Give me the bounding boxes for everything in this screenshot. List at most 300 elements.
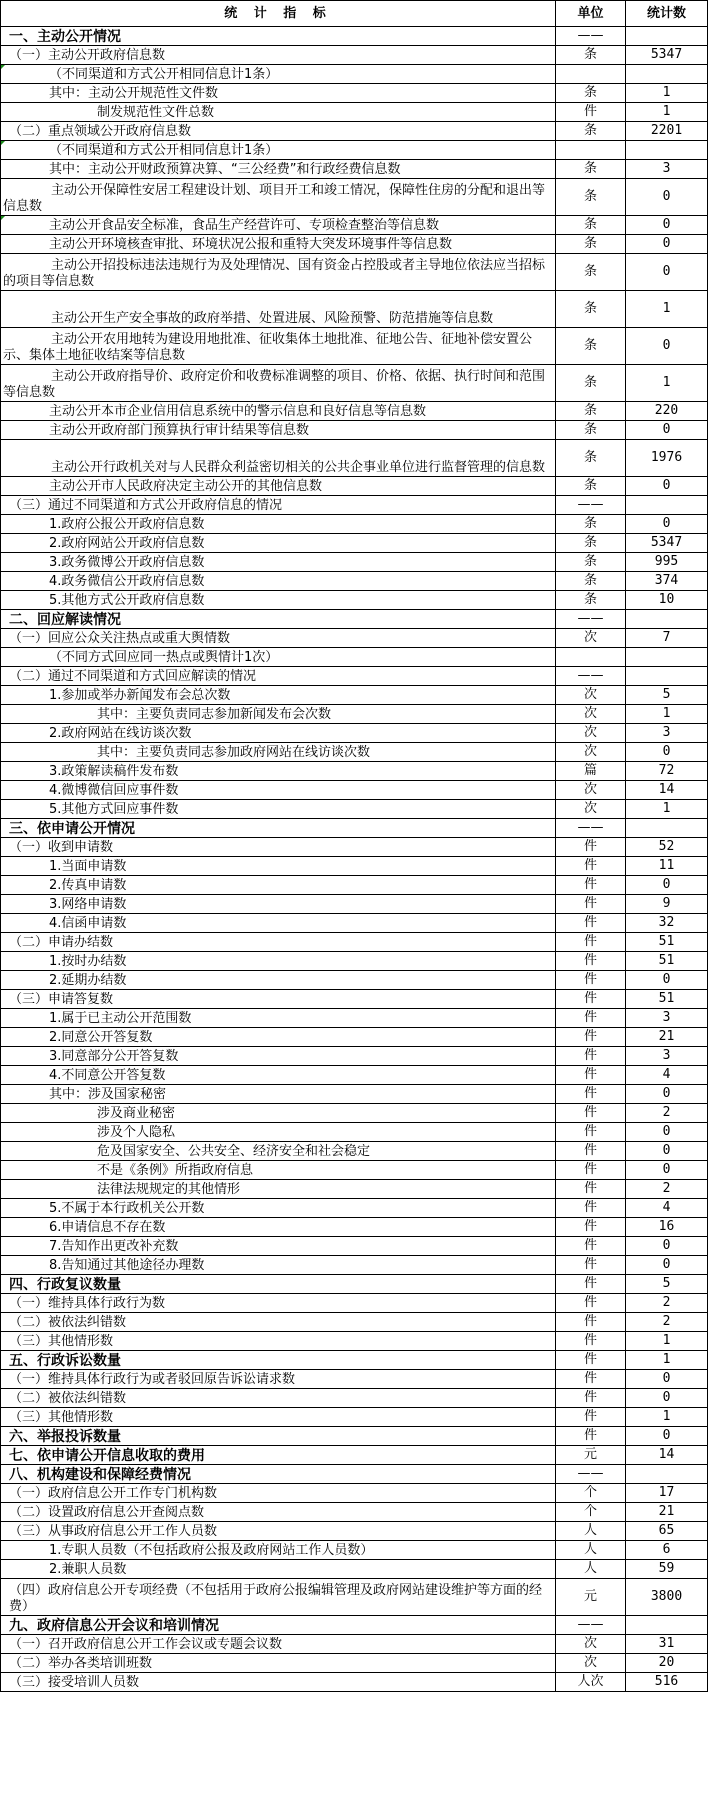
count-cell: 14 xyxy=(626,781,708,800)
count-cell: 0 xyxy=(626,743,708,762)
table-row xyxy=(1,876,708,895)
count-cell: 516 xyxy=(626,1673,708,1692)
count-cell: 1 xyxy=(626,1408,708,1427)
table-row xyxy=(1,1123,708,1142)
indicator-label: 主动公开政府部门预算执行审计结果等信息数 xyxy=(1,421,556,440)
section-row xyxy=(1,1446,708,1465)
unit-cell: 条 xyxy=(556,365,626,402)
indicator-label: 2.同意公开答复数 xyxy=(1,1028,556,1047)
count-cell: 2 xyxy=(626,1313,708,1332)
unit-cell: 件 xyxy=(556,1275,626,1294)
table-row xyxy=(1,629,708,648)
indicator-label: 1.当面申请数 xyxy=(1,857,556,876)
unit-cell: 件 xyxy=(556,1313,626,1332)
indicator-label: 5.其他方式回应事件数 xyxy=(1,800,556,819)
unit-cell: 件 xyxy=(556,1294,626,1313)
unit-cell: 件 xyxy=(556,1237,626,1256)
indicator-label: （二）设置政府信息公开查阅点数 xyxy=(1,1503,556,1522)
count-cell: 5 xyxy=(626,1275,708,1294)
table-row xyxy=(1,122,708,141)
unit-cell: 条 xyxy=(556,179,626,216)
unit-cell: 条 xyxy=(556,235,626,254)
table-row xyxy=(1,328,708,365)
indicator-label: 3.同意部分公开答复数 xyxy=(1,1047,556,1066)
indicator-label: （二）重点领域公开政府信息数 xyxy=(1,122,556,141)
indicator-label: 八、机构建设和保障经费情况 xyxy=(1,1465,556,1484)
table-row xyxy=(1,235,708,254)
indicator-label: 4.政务微信公开政府信息数 xyxy=(1,572,556,591)
indicator-label: 其中：主要负责同志参加政府网站在线访谈次数 xyxy=(1,743,556,762)
count-cell xyxy=(626,65,708,84)
indicator-label: 2.政府网站公开政府信息数 xyxy=(1,534,556,553)
unit-cell: 条 xyxy=(556,591,626,610)
count-cell: 0 xyxy=(626,1427,708,1446)
table-row xyxy=(1,534,708,553)
indicator-label: （二）申请办结数 xyxy=(1,933,556,952)
unit-cell: 条 xyxy=(556,84,626,103)
table-row xyxy=(1,402,708,421)
count-cell: 4 xyxy=(626,1066,708,1085)
unit-cell: 件 xyxy=(556,857,626,876)
table-row xyxy=(1,705,708,724)
unit-cell: 元 xyxy=(556,1446,626,1465)
count-cell: 14 xyxy=(626,1446,708,1465)
table-row xyxy=(1,1370,708,1389)
indicator-label: 2.政府网站在线访谈次数 xyxy=(1,724,556,743)
indicator-label: 涉及商业秘密 xyxy=(1,1104,556,1123)
table-row xyxy=(1,648,708,667)
table-row xyxy=(1,1142,708,1161)
indicator-label: （不同渠道和方式公开相同信息计1条） xyxy=(1,65,556,84)
count-cell: 0 xyxy=(626,1389,708,1408)
section-row xyxy=(1,1275,708,1294)
count-cell: 374 xyxy=(626,572,708,591)
indicator-label: （二）被依法纠错数 xyxy=(1,1389,556,1408)
table-row xyxy=(1,838,708,857)
indicator-label: 主动公开食品安全标准，食品生产经营许可、专项检查整治等信息数 xyxy=(1,216,556,235)
indicator-label: 主动公开生产安全事故的政府举措、处置进展、风险预警、防范措施等信息数 xyxy=(1,291,556,328)
count-cell: 5 xyxy=(626,686,708,705)
unit-cell: 件 xyxy=(556,1256,626,1275)
count-cell: 0 xyxy=(626,1256,708,1275)
indicator-label: （三）通过不同渠道和方式公开政府信息的情况 xyxy=(1,496,556,515)
table-row xyxy=(1,971,708,990)
table-row xyxy=(1,1047,708,1066)
unit-cell: 条 xyxy=(556,477,626,496)
indicator-label: 其中：主动公开规范性文件数 xyxy=(1,84,556,103)
count-cell: 5347 xyxy=(626,534,708,553)
unit-cell: 件 xyxy=(556,1199,626,1218)
unit-cell: 人 xyxy=(556,1541,626,1560)
indicator-label: 一、主动公开情况 xyxy=(1,27,556,46)
table-row xyxy=(1,1560,708,1579)
unit-cell: 次 xyxy=(556,705,626,724)
section-row xyxy=(1,1351,708,1370)
table-row xyxy=(1,1635,708,1654)
indicator-label: 2.兼职人员数 xyxy=(1,1560,556,1579)
table-row xyxy=(1,160,708,179)
table-row xyxy=(1,933,708,952)
indicator-label: （三）其他情形数 xyxy=(1,1332,556,1351)
count-cell: 0 xyxy=(626,1085,708,1104)
table-row xyxy=(1,1313,708,1332)
indicator-label: 九、政府信息公开会议和培训情况 xyxy=(1,1616,556,1635)
unit-cell: —— xyxy=(556,27,626,46)
indicator-label: 1.按时办结数 xyxy=(1,952,556,971)
indicator-label: 3.政务微博公开政府信息数 xyxy=(1,553,556,572)
indicator-label: 4.微博微信回应事件数 xyxy=(1,781,556,800)
unit-cell: 条 xyxy=(556,553,626,572)
table-row xyxy=(1,477,708,496)
indicator-label: （三）接受培训人员数 xyxy=(1,1673,556,1692)
table-row xyxy=(1,724,708,743)
unit-cell: 次 xyxy=(556,781,626,800)
table-row xyxy=(1,781,708,800)
unit-cell xyxy=(556,648,626,667)
unit-cell: 人 xyxy=(556,1560,626,1579)
indicator-label: 2.延期办结数 xyxy=(1,971,556,990)
count-cell xyxy=(626,1616,708,1635)
unit-cell: 件 xyxy=(556,876,626,895)
unit-cell: 条 xyxy=(556,534,626,553)
table-row xyxy=(1,1009,708,1028)
unit-cell: 件 xyxy=(556,1389,626,1408)
count-cell: 0 xyxy=(626,1123,708,1142)
unit-cell: 件 xyxy=(556,1408,626,1427)
indicator-label: （二）举办各类培训班数 xyxy=(1,1654,556,1673)
indicator-label: 三、依申请公开情况 xyxy=(1,819,556,838)
unit-cell: 条 xyxy=(556,254,626,291)
unit-cell: 件 xyxy=(556,1085,626,1104)
count-cell: 3800 xyxy=(626,1579,708,1616)
indicator-label: 主动公开行政机关对与人民群众利益密切相关的公共企事业单位进行监督管理的信息数 xyxy=(1,440,556,477)
table-row xyxy=(1,686,708,705)
indicator-label: （二）通过不同渠道和方式回应解读的情况 xyxy=(1,667,556,686)
count-cell: 0 xyxy=(626,1370,708,1389)
count-cell: 1 xyxy=(626,800,708,819)
unit-cell: 条 xyxy=(556,402,626,421)
indicator-label: 主动公开农用地转为建设用地批准、征收集体土地批准、征地公告、征地补偿安置公示、集体土地征收结案等信息数 xyxy=(1,328,556,365)
table-row xyxy=(1,1104,708,1123)
count-cell: 0 xyxy=(626,1161,708,1180)
indicator-label: 五、行政诉讼数量 xyxy=(1,1351,556,1370)
section-row xyxy=(1,1427,708,1446)
table-row xyxy=(1,1028,708,1047)
unit-cell: 条 xyxy=(556,440,626,477)
table-row xyxy=(1,84,708,103)
count-cell: 65 xyxy=(626,1522,708,1541)
count-cell: 1 xyxy=(626,705,708,724)
unit-cell: 件 xyxy=(556,1028,626,1047)
count-cell: 0 xyxy=(626,477,708,496)
count-cell: 0 xyxy=(626,235,708,254)
indicator-label: 其中：涉及国家秘密 xyxy=(1,1085,556,1104)
table-row xyxy=(1,1503,708,1522)
table-row xyxy=(1,515,708,534)
count-cell: 20 xyxy=(626,1654,708,1673)
table-row xyxy=(1,1294,708,1313)
count-cell: 51 xyxy=(626,933,708,952)
count-cell xyxy=(626,141,708,160)
count-cell: 0 xyxy=(626,328,708,365)
unit-cell: 条 xyxy=(556,160,626,179)
count-cell: 32 xyxy=(626,914,708,933)
table-row xyxy=(1,743,708,762)
count-cell: 2201 xyxy=(626,122,708,141)
count-cell xyxy=(626,610,708,629)
unit-cell: —— xyxy=(556,819,626,838)
indicator-label: （一）召开政府信息公开工作会议或专题会议数 xyxy=(1,1635,556,1654)
unit-cell: 件 xyxy=(556,1180,626,1199)
unit-cell: 件 xyxy=(556,914,626,933)
indicator-label: （三）申请答复数 xyxy=(1,990,556,1009)
indicator-label: 二、回应解读情况 xyxy=(1,610,556,629)
count-cell: 2 xyxy=(626,1180,708,1199)
table-row xyxy=(1,1484,708,1503)
section-row xyxy=(1,819,708,838)
count-cell: 0 xyxy=(626,1237,708,1256)
indicator-label: 主动公开市人民政府决定主动公开的其他信息数 xyxy=(1,477,556,496)
header-row xyxy=(1,1,708,27)
unit-cell: 次 xyxy=(556,743,626,762)
indicator-label: 1.政府公报公开政府信息数 xyxy=(1,515,556,534)
count-cell xyxy=(626,27,708,46)
count-cell: 16 xyxy=(626,1218,708,1237)
indicator-label: 5.不属于本行政机关公开数 xyxy=(1,1199,556,1218)
unit-cell: 件 xyxy=(556,1351,626,1370)
indicator-label: 3.政策解读稿件发布数 xyxy=(1,762,556,781)
count-cell: 1 xyxy=(626,1332,708,1351)
count-cell: 3 xyxy=(626,1047,708,1066)
table-row xyxy=(1,1085,708,1104)
indicator-label: 七、依申请公开信息收取的费用 xyxy=(1,1446,556,1465)
count-cell xyxy=(626,1465,708,1484)
count-cell: 52 xyxy=(626,838,708,857)
unit-cell xyxy=(556,65,626,84)
indicator-label: 不是《条例》所指政府信息 xyxy=(1,1161,556,1180)
count-cell: 1 xyxy=(626,365,708,402)
unit-cell: 件 xyxy=(556,1123,626,1142)
unit-cell: 条 xyxy=(556,291,626,328)
table-row xyxy=(1,1541,708,1560)
table-row xyxy=(1,216,708,235)
table-row xyxy=(1,1256,708,1275)
unit-cell: 篇 xyxy=(556,762,626,781)
indicator-label: 1.参加或举办新闻发布会总次数 xyxy=(1,686,556,705)
table-row xyxy=(1,762,708,781)
indicator-label: （三）其他情形数 xyxy=(1,1408,556,1427)
count-cell: 0 xyxy=(626,254,708,291)
count-cell: 1 xyxy=(626,1351,708,1370)
unit-cell: —— xyxy=(556,667,626,686)
indicator-label: （一）政府信息公开工作专门机构数 xyxy=(1,1484,556,1503)
table-row xyxy=(1,1066,708,1085)
table-row xyxy=(1,291,708,328)
indicator-label: 1.属于已主动公开范围数 xyxy=(1,1009,556,1028)
table-row xyxy=(1,1522,708,1541)
indicator-label: 制发规范性文件总数 xyxy=(1,103,556,122)
count-cell: 0 xyxy=(626,216,708,235)
count-cell: 0 xyxy=(626,1142,708,1161)
unit-cell: 条 xyxy=(556,216,626,235)
indicator-label: 4.不同意公开答复数 xyxy=(1,1066,556,1085)
table-row xyxy=(1,141,708,160)
unit-cell: 件 xyxy=(556,895,626,914)
count-cell: 51 xyxy=(626,952,708,971)
count-cell: 31 xyxy=(626,1635,708,1654)
unit-cell: 个 xyxy=(556,1484,626,1503)
count-cell: 21 xyxy=(626,1028,708,1047)
indicator-label: 法律法规规定的其他情形 xyxy=(1,1180,556,1199)
unit-cell: 件 xyxy=(556,1066,626,1085)
indicator-label: 8.告知通过其他途径办理数 xyxy=(1,1256,556,1275)
indicator-label: 六、举报投诉数量 xyxy=(1,1427,556,1446)
table-row xyxy=(1,857,708,876)
unit-cell: 件 xyxy=(556,1009,626,1028)
count-cell: 220 xyxy=(626,402,708,421)
unit-cell: 件 xyxy=(556,1427,626,1446)
count-cell: 3 xyxy=(626,1009,708,1028)
table-row xyxy=(1,1332,708,1351)
count-cell: 995 xyxy=(626,553,708,572)
table-row xyxy=(1,365,708,402)
indicator-label: （不同渠道和方式公开相同信息计1条） xyxy=(1,141,556,160)
table-row xyxy=(1,1161,708,1180)
unit-cell: 次 xyxy=(556,800,626,819)
indicator-label: （二）被依法纠错数 xyxy=(1,1313,556,1332)
indicator-label: 3.网络申请数 xyxy=(1,895,556,914)
count-cell xyxy=(626,648,708,667)
count-cell: 3 xyxy=(626,724,708,743)
unit-cell: 件 xyxy=(556,990,626,1009)
table-row xyxy=(1,895,708,914)
indicator-label: 2.传真申请数 xyxy=(1,876,556,895)
count-cell: 0 xyxy=(626,515,708,534)
count-cell: 3 xyxy=(626,160,708,179)
unit-cell: 次 xyxy=(556,686,626,705)
table-row xyxy=(1,179,708,216)
unit-cell: —— xyxy=(556,610,626,629)
count-cell: 0 xyxy=(626,876,708,895)
count-cell: 2 xyxy=(626,1294,708,1313)
indicator-label: （不同方式回应同一热点或舆情计1次） xyxy=(1,648,556,667)
indicator-label: 主动公开保障性安居工程建设计划、项目开工和竣工情况，保障性住房的分配和退出等信息数 xyxy=(1,179,556,216)
indicator-label: 7.告知作出更改补充数 xyxy=(1,1237,556,1256)
unit-cell: 件 xyxy=(556,103,626,122)
unit-cell: 条 xyxy=(556,46,626,65)
indicator-label: （四）政府信息公开专项经费（不包括用于政府公报编辑管理及政府网站建设维护等方面的经费） xyxy=(1,1579,556,1616)
unit-cell: 件 xyxy=(556,1218,626,1237)
count-cell: 9 xyxy=(626,895,708,914)
table-row xyxy=(1,103,708,122)
unit-cell: 件 xyxy=(556,952,626,971)
indicator-label: 主动公开环境核查审批、环境状况公报和重特大突发环境事件等信息数 xyxy=(1,235,556,254)
table-row xyxy=(1,65,708,84)
count-cell: 0 xyxy=(626,179,708,216)
unit-cell: 次 xyxy=(556,629,626,648)
count-cell: 51 xyxy=(626,990,708,1009)
table-row xyxy=(1,1389,708,1408)
indicator-label: （一）维持具体行政行为或者驳回原告诉讼请求数 xyxy=(1,1370,556,1389)
indicator-label: （一）主动公开政府信息数 xyxy=(1,46,556,65)
table-row xyxy=(1,1199,708,1218)
table-row xyxy=(1,440,708,477)
unit-cell: 件 xyxy=(556,1161,626,1180)
unit-cell: 件 xyxy=(556,933,626,952)
unit-cell: 人次 xyxy=(556,1673,626,1692)
count-cell: 2 xyxy=(626,1104,708,1123)
indicator-label: （一）收到申请数 xyxy=(1,838,556,857)
table-row xyxy=(1,914,708,933)
unit-cell: 条 xyxy=(556,515,626,534)
table-row xyxy=(1,1237,708,1256)
table-row xyxy=(1,553,708,572)
header-unit: 单位 xyxy=(556,1,626,27)
indicator-label: 其中：主动公开财政预算决算、“三公经费”和行政经费信息数 xyxy=(1,160,556,179)
count-cell: 59 xyxy=(626,1560,708,1579)
table-body xyxy=(1,27,708,1692)
count-cell: 72 xyxy=(626,762,708,781)
table-row xyxy=(1,254,708,291)
table-row xyxy=(1,800,708,819)
unit-cell: 件 xyxy=(556,1332,626,1351)
indicator-label: 涉及个人隐私 xyxy=(1,1123,556,1142)
table-row xyxy=(1,667,708,686)
table-row xyxy=(1,1673,708,1692)
section-row xyxy=(1,1616,708,1635)
indicator-label: 主动公开招投标违法违规行为及处理情况、国有资金占控股或者主导地位依法应当招标的项目等信息数 xyxy=(1,254,556,291)
unit-cell: 条 xyxy=(556,572,626,591)
header-count: 统计数 xyxy=(626,1,708,27)
unit-cell: 条 xyxy=(556,421,626,440)
indicator-label: 5.其他方式公开政府信息数 xyxy=(1,591,556,610)
count-cell: 7 xyxy=(626,629,708,648)
table-row xyxy=(1,1408,708,1427)
count-cell: 17 xyxy=(626,1484,708,1503)
unit-cell: 件 xyxy=(556,1047,626,1066)
unit-cell: 元 xyxy=(556,1579,626,1616)
unit-cell: 件 xyxy=(556,1370,626,1389)
count-cell: 0 xyxy=(626,421,708,440)
indicator-label: 主动公开本市企业信用信息系统中的警示信息和良好信息等信息数 xyxy=(1,402,556,421)
unit-cell: 个 xyxy=(556,1503,626,1522)
indicator-label: 6.申请信息不存在数 xyxy=(1,1218,556,1237)
unit-cell: 件 xyxy=(556,971,626,990)
indicator-label: （一）回应公众关注热点或重大舆情数 xyxy=(1,629,556,648)
indicator-label: 其中：主要负责同志参加新闻发布会次数 xyxy=(1,705,556,724)
table-row xyxy=(1,1218,708,1237)
table-row xyxy=(1,591,708,610)
count-cell: 11 xyxy=(626,857,708,876)
unit-cell: 次 xyxy=(556,1635,626,1654)
count-cell xyxy=(626,819,708,838)
table-row xyxy=(1,1654,708,1673)
indicator-label: 4.信函申请数 xyxy=(1,914,556,933)
unit-cell: —— xyxy=(556,1465,626,1484)
unit-cell: 条 xyxy=(556,328,626,365)
count-cell xyxy=(626,667,708,686)
unit-cell: 件 xyxy=(556,838,626,857)
count-cell: 1 xyxy=(626,84,708,103)
section-row xyxy=(1,27,708,46)
unit-cell: 人 xyxy=(556,1522,626,1541)
indicator-label: 四、行政复议数量 xyxy=(1,1275,556,1294)
table-row xyxy=(1,990,708,1009)
table-row xyxy=(1,1180,708,1199)
table-row xyxy=(1,46,708,65)
count-cell: 10 xyxy=(626,591,708,610)
count-cell: 0 xyxy=(626,971,708,990)
